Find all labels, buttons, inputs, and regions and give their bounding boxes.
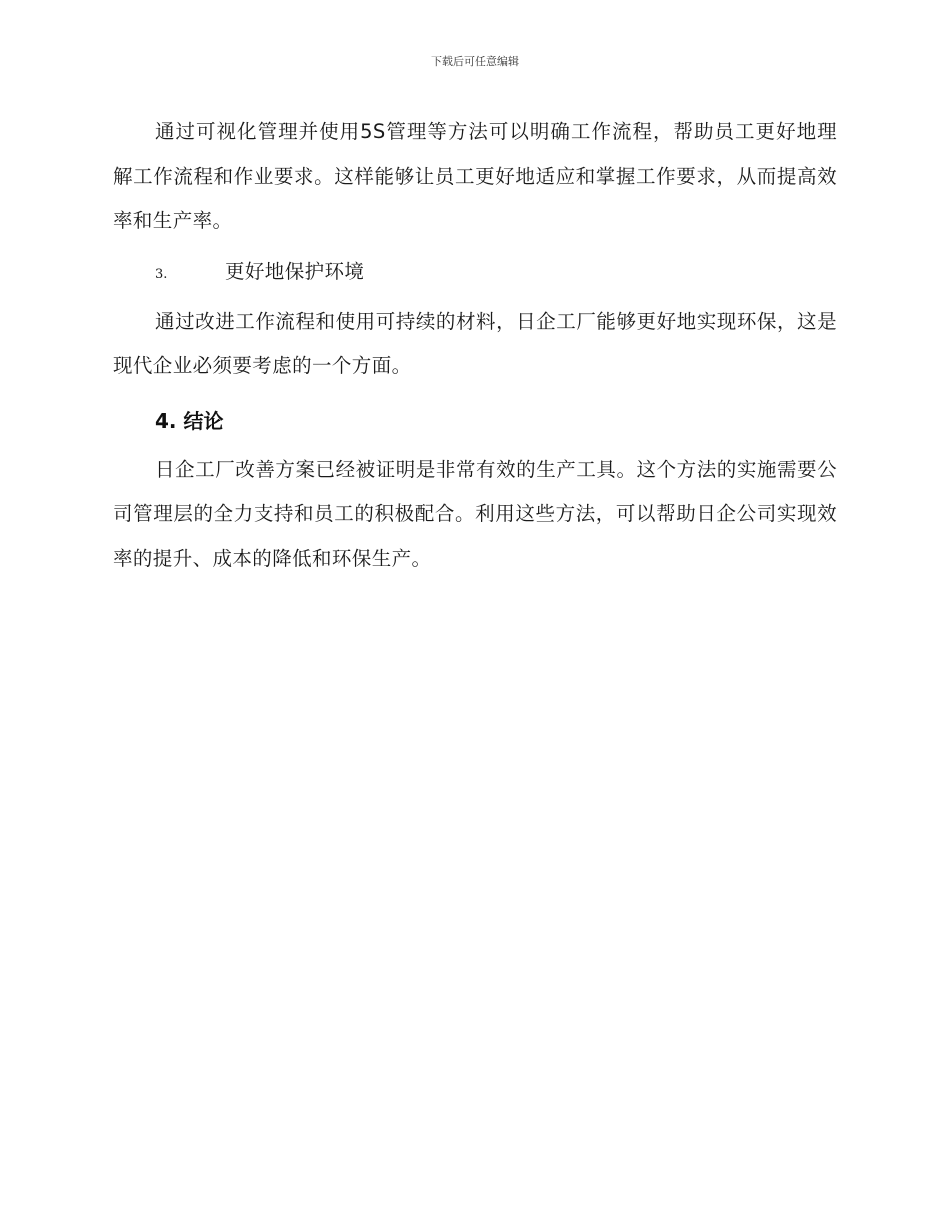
conclusion-heading: 4. 结论 [155, 408, 224, 433]
paragraph-conclusion: 日企工厂改善方案已经被证明是非常有效的生产工具。这个方法的实施需要公司管理层的全力支持和员工的积极配合。利用这些方法，可以帮助日企公司实现效率的提升、成本的降低和环保生产。 [113, 457, 837, 570]
page-header: 下载后可任意编辑 [431, 55, 519, 68]
paragraph-workflow-clarity: 通过可视化管理并使用5S管理等方法可以明确工作流程，帮助员工更好地理解工作流程和作业要求。这样能够让员工更好地适应和掌握工作要求，从而提高效率和生产率。 [113, 120, 837, 232]
list-item-text: 更好地保护环境 [225, 259, 365, 283]
list-item-environment [113, 250, 837, 294]
document-body [113, 110, 837, 581]
paragraph-environment: 通过改进工作流程和使用可持续的材料，日企工厂能够更好地实现环保，这是现代企业必须要考虑的一个方面。 [113, 309, 837, 377]
list-item-number: 3. [155, 266, 168, 282]
